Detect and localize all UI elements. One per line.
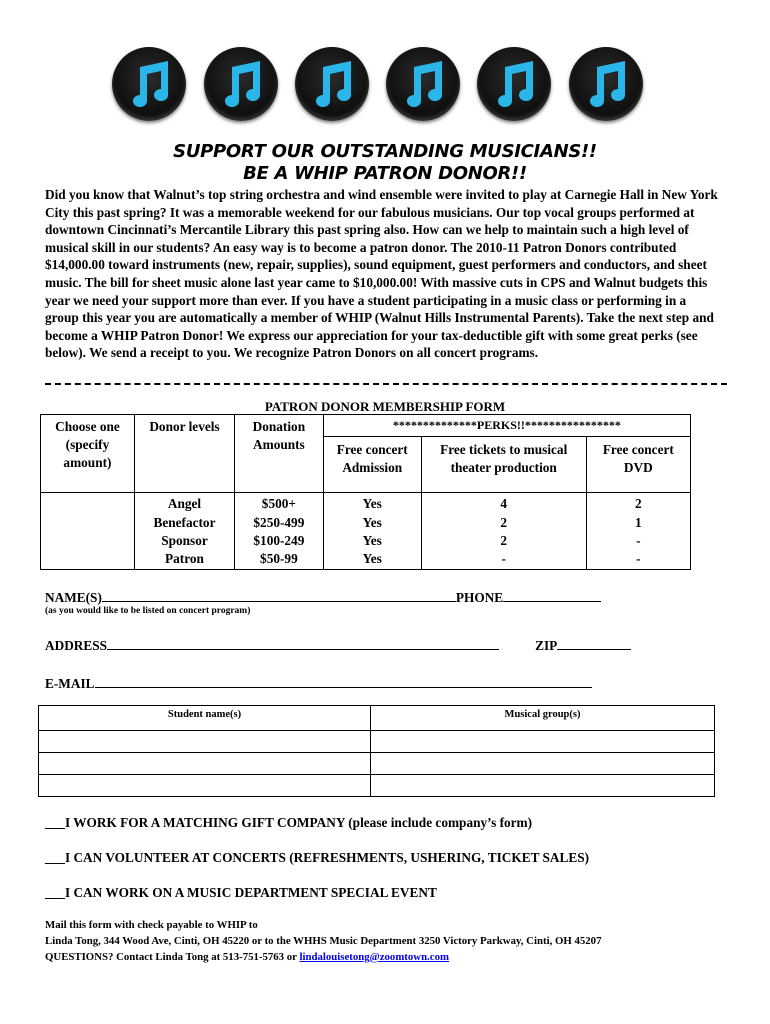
tickets-angel: 4 [421,493,586,514]
admission-benefactor: Yes [323,514,421,532]
music-note-icon [204,47,278,121]
amount-benefactor: $250-499 [235,514,324,532]
check-blank[interactable]: ___ [45,885,65,900]
phone-label: PHONE [455,590,504,605]
tickets-patron: - [421,550,586,569]
music-note-icon [477,47,551,121]
name-note: (as you would like to be listed on concert program) [45,606,251,616]
student-table [38,705,715,797]
dvd-angel: 2 [586,493,690,514]
mail-line-1: Mail this form with check payable to WHIP to [45,919,258,931]
heading-line-2: BE A WHIP PATRON DONOR!! [243,163,527,184]
check-blank[interactable]: ___ [45,850,65,865]
level-benefactor: Benefactor [134,514,234,532]
tickets-sponsor: 2 [421,532,586,550]
zip-label: ZIP [535,638,558,653]
check-volunteer[interactable] [45,850,589,866]
amount-angel: $500+ [235,493,324,514]
music-icon-row [112,47,657,127]
student-name-header: Student name(s) [39,706,371,731]
music-note-icon [386,47,460,121]
questions-text: QUESTIONS? Contact Linda Tong at 513-751-5763 or [45,951,300,963]
email-field-row [45,676,592,692]
email-label: E-MAIL [45,676,95,691]
check-event-label: I CAN WORK ON A MUSIC DEPARTMENT SPECIAL EVENT [64,885,437,900]
music-note-icon [569,47,643,121]
form-title: PATRON DONOR MEMBERSHIP FORM [264,399,506,414]
zip-input-line[interactable] [557,638,631,650]
level-angel: Angel [134,493,234,514]
dashed-divider [45,383,727,385]
musical-group-cell[interactable] [371,775,715,797]
tickets-benefactor: 2 [421,514,586,532]
musical-group-cell[interactable] [371,731,715,753]
check-special-event[interactable] [45,885,437,901]
dvd-patron: - [586,550,690,569]
intro-paragraph: Did you know that Walnut’s top string orchestra and wind ensemble were invited to play at Carnegie Hall in New York City this past spring? It was a memorable weekend for our fabulous musicians. Our top vocal groups performed at downtown Cincinnati’s Mercantile Library this past spring also. How can we help to maintain such a high level of musical skill in our students? An easy way is to become a patron donor. The 2010-11 Patron Donors contributed $14,000.00 toward instruments (new, repair, supplies), sound equipment, guest performers and conductors, and sheet music. The bill for sheet music alone last year came to $10,000.00! With massive cuts in CPS and Walnut budgets this year we need your support more than ever. If you have a student participating in a music class or performing in a group this year you are automatically a member of WHIP (Walnut Hills Instrumental Parents). Take the next step and become a WHIP Patron Donor! We express our appreciation for your tax-deductible gift with some great perks (see below). We send a receipt to you. We recognize Patron Donors on all concert programs. [45,187,718,361]
address-label: ADDRESS [45,638,108,653]
heading-line-1: SUPPORT OUR OUTSTANDING MUSICIANS!! [173,141,597,162]
music-note-icon [112,47,186,121]
name-field-row [45,590,601,606]
contact-email-link[interactable]: lindalouisetong@zoomtown.com [299,951,449,963]
level-sponsor: Sponsor [134,532,234,550]
check-matching-gift[interactable] [45,815,532,831]
dvd-benefactor: 1 [586,514,690,532]
mail-line-2: Linda Tong, 344 Wood Ave, Cinti, OH 45220 or to the WHHS Music Department 3250 Victory Parkway, Cinti, OH 45207 [45,935,602,947]
col-levels-header: Donor levels [134,415,234,493]
dvd-sponsor: - [586,532,690,550]
email-input-line[interactable] [95,676,592,688]
address-input-line[interactable] [107,638,499,650]
address-field-row [45,638,631,654]
musical-group-header: Musical group(s) [371,706,715,731]
name-label: NAME(S) [45,590,102,605]
mail-line-3 [45,949,601,965]
student-name-cell[interactable] [39,775,371,797]
perks-header: **************PERKS!!**************** [323,415,690,437]
music-note-icon [295,47,369,121]
check-volunteer-label: I CAN VOLUNTEER AT CONCERTS (REFRESHMENTS, USHERING, TICKET SALES) [64,850,590,865]
mail-instructions [45,917,601,965]
amount-patron: $50-99 [235,550,324,569]
check-matching-label: I WORK FOR A MATCHING GIFT COMPANY (please include company’s form) [64,815,533,830]
phone-input-line[interactable] [503,590,601,602]
perk-admission-header: Free concert Admission [323,437,421,493]
col-amounts-header: Donation Amounts [235,415,324,493]
choose-cell[interactable] [41,493,135,570]
level-patron: Patron [134,550,234,569]
student-name-cell[interactable] [39,753,371,775]
student-name-cell[interactable] [39,731,371,753]
admission-patron: Yes [323,550,421,569]
perk-dvd-header: Free concert DVD [586,437,690,493]
perk-tickets-header: Free tickets to musical theater production [421,437,586,493]
name-input-line[interactable] [102,590,456,602]
donor-levels-table [40,414,691,570]
check-blank[interactable]: ___ [45,815,65,830]
admission-sponsor: Yes [323,532,421,550]
amount-sponsor: $100-249 [235,532,324,550]
admission-angel: Yes [323,493,421,514]
col-choose-header: Choose one (specify amount) [41,415,135,493]
musical-group-cell[interactable] [371,753,715,775]
